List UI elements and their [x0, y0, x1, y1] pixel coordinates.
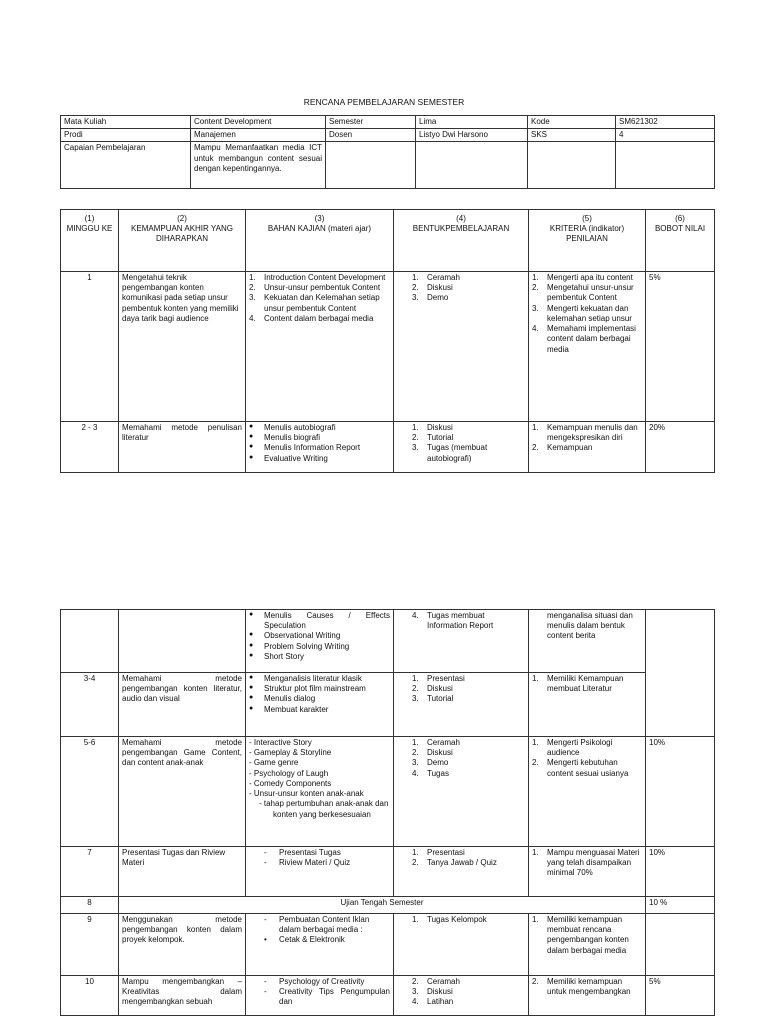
table-row [61, 673, 715, 737]
list-item: - Creativity Tips Pengumpulan dan [264, 987, 390, 1007]
list-item: 3. Tugas (membuat autobiografi) [412, 443, 488, 463]
list-item: - Comedy Components [249, 778, 332, 788]
list-item: 2. Kemampuan [532, 443, 593, 453]
table-row [61, 847, 715, 897]
kemampuan-cell: Menggunakan metode pengembangan konten dalam proyek kelompok. [119, 914, 246, 976]
header-cell: (1) MINGGU KE [61, 210, 119, 272]
list-item: 1. Mengerti apa itu content [532, 273, 633, 282]
list-item: ● Struktur plot film mainstream [249, 684, 366, 694]
kriteria-cell [529, 737, 646, 847]
list-item: - Presentasi Tugas [264, 848, 341, 857]
week-cell: 10 [61, 976, 119, 1016]
list-item: 4. Memahami implementasi content dalam berbagai media [532, 324, 636, 354]
bentuk-cell [394, 976, 529, 1016]
list-item: - Pembuatan Content Iklan dalam berbagai media : [264, 915, 370, 935]
bobot-cell: 10% [646, 847, 715, 897]
table-row [61, 897, 715, 914]
bahan-cell [246, 673, 394, 737]
list-item: 4. Latihan [412, 997, 454, 1007]
header-cell: (4) BENTUKPEMBELAJARAN [394, 210, 529, 272]
info-cell: Manajemen [191, 129, 326, 142]
bahan-cell [246, 272, 394, 422]
week-cell: 9 [61, 914, 119, 976]
table-row [61, 422, 715, 473]
list-item: ● Menulis biografi [249, 433, 321, 443]
info-cell: Kode [528, 116, 616, 129]
list-item: 1. Mampu menguasai Materi yang telah disampaikan minimal 70% [532, 848, 640, 878]
rps-table-continued [60, 609, 715, 1016]
list-item: 1. Kemampuan menulis dan mengekspresikan diri [532, 423, 638, 443]
kriteria-cell [529, 422, 646, 473]
info-row [61, 116, 715, 129]
kemampuan-cell: Mengetahui teknik pengembangan konten komunikasi pada setiap unsur pembentuk konten yang memiliki daya tarik bagi audience [119, 272, 246, 422]
header-row [61, 210, 715, 272]
info-cell: Listyo Dwi Harsono [416, 129, 528, 142]
list-item: - Game genre [249, 758, 299, 768]
bentuk-cell [394, 847, 529, 897]
kriteria-cell [529, 976, 646, 1016]
info-row [61, 129, 715, 142]
list-item: 1. Introduction Content Development [249, 273, 386, 282]
list-item: - Psychology of Laugh [249, 768, 329, 778]
info-cell: Semester [326, 116, 416, 129]
table-row [61, 737, 715, 847]
list-item: 3. Demo [412, 293, 449, 303]
info-cell: Capaian Pembelajaran [61, 142, 191, 189]
info-row [61, 142, 715, 189]
info-cell: SM621302 [616, 116, 715, 129]
list-item: ● Short Story [249, 651, 305, 661]
bentuk-cell [394, 610, 529, 673]
table-row [61, 976, 715, 1016]
bobot-cell: 5% [646, 272, 715, 422]
list-item: ● Menulis autobiografi [249, 423, 336, 432]
list-item: ● Problem Solving Writing [249, 641, 350, 651]
list-item: - tahap pertumbuhan anak-anak dan konten yang berkesesuaian [259, 799, 389, 819]
list-item: ● Menganalisis literatur klasik [249, 674, 362, 683]
table-row [61, 610, 715, 673]
list-item: 2. Diskusi [412, 283, 453, 293]
list-item: - Unsur-unsur konten anak-anak [249, 789, 364, 799]
list-item: 2. Mengetahui unsur-unsur pembentuk Content [532, 283, 634, 303]
list-item: 1. Ceramah [412, 738, 460, 747]
list-item: - Psychology of Creativity [264, 977, 365, 986]
info-cell: Lima [416, 116, 528, 129]
info-cell: SKS [528, 129, 616, 142]
table-row [61, 914, 715, 976]
list-item: 2. Memiliki kemampuan untuk mengembangkan [532, 977, 631, 997]
list-item: 3. Mengerti kekuatan dan kelemahan setiap unsur [532, 303, 632, 323]
list-item: 1. Presentasi [412, 848, 465, 857]
bahan-cell [246, 914, 394, 976]
week-cell: 2 - 3 [61, 422, 119, 473]
kemampuan-cell: Memahami metode penulisan literatur [119, 422, 246, 473]
list-item: ● Membuat karakter [249, 704, 329, 714]
list-item: 1. Presentasi [412, 674, 465, 683]
bobot-cell: 5% [646, 976, 715, 1016]
header-cell: (5) KRITERIA (indikator) PENILAIAN [529, 210, 646, 272]
list-item: 3. Kekuatan dan Kelemahan setiap unsur pembentuk Content [249, 293, 380, 313]
info-cell: Prodi [61, 129, 191, 142]
bentuk-cell [394, 914, 529, 976]
bahan-cell [246, 737, 394, 847]
bentuk-cell [394, 737, 529, 847]
list-item: 2. Diskusi [412, 748, 453, 758]
list-item: 1. Memiliki Kemampuan membuat Literatur [532, 674, 624, 694]
list-item: 4. Tugas [412, 768, 449, 778]
list-item: 3. Demo [412, 758, 449, 768]
list-item: 2. Ceramah [412, 977, 460, 986]
list-item: 2. Tutorial [412, 433, 454, 443]
list-item: 2. Tanya Jawab / Quiz [412, 858, 497, 868]
week-cell: 1 [61, 272, 119, 422]
info-cell: Dosen [326, 129, 416, 142]
list-item: ● Menulis dialog [249, 694, 316, 704]
info-cell: Content Development [191, 116, 326, 129]
list-item: 1. Ceramah [412, 273, 460, 282]
list-item: 2. Diskusi [412, 684, 453, 694]
kriteria-cell [529, 673, 646, 737]
kriteria-cell [529, 272, 646, 422]
list-item: 1. Diskusi [412, 423, 453, 432]
list-item: ● Menulis Information Report [249, 443, 361, 453]
header-cell: (6) BOBOT NILAI [646, 210, 715, 272]
kriteria-cell: menganalisa situasi dan menulis dalam bentuk content berita [529, 610, 646, 673]
table-row [61, 272, 715, 422]
rps-table [60, 209, 715, 473]
list-item: 1. Mengerti Psikologi audience [532, 738, 613, 758]
week-cell: 5-6 [61, 737, 119, 847]
list-item: 3. Tutorial [412, 694, 454, 704]
kriteria-cell [529, 914, 646, 976]
list-item: - Gameplay & Storyline [249, 748, 332, 758]
list-item: ● Evaluative Writing [249, 453, 328, 463]
kemampuan-cell: Memahami metode pengembangan konten literatur, audio dan visual [119, 673, 246, 737]
bahan-cell [246, 976, 394, 1016]
bahan-cell [246, 610, 394, 673]
bahan-cell [246, 847, 394, 897]
kemampuan-cell: Presentasi Tugas dan Riview Materi [119, 847, 246, 897]
header-cell: (2) KEMAMPUAN AKHIR YANG DIHARAPKAN [119, 210, 246, 272]
kemampuan-cell: Memahami metode pengembangan Game Content, dan content anak-anak [119, 737, 246, 847]
info-cell: 4 [616, 129, 715, 142]
list-item: • Cetak & Elektronik [264, 935, 345, 945]
week-cell: 3-4 [61, 673, 119, 737]
bentuk-cell [394, 272, 529, 422]
list-item: 4. Content dalam berbagai media [249, 313, 374, 323]
week-cell: 8 [61, 897, 119, 914]
list-item: 3. Diskusi [412, 987, 453, 997]
list-item: ● Menulis Causes / Effects Speculation [249, 611, 390, 631]
uts-cell: Ujian Tengah Semester [119, 897, 646, 914]
list-item: 1. Memiliki kemampuan membuat rencana pengembangan konten dalam berbagai media [532, 915, 629, 955]
list-item: ● Observational Writing [249, 631, 341, 641]
bentuk-cell [394, 422, 529, 473]
info-cell: Mata Kuliah [61, 116, 191, 129]
list-item: 1. Tugas Kelompok [412, 915, 487, 924]
bobot-cell: 10% [646, 737, 715, 847]
capaian-cell: Mampu Memanfaatkan media ICT untuk membangun content sesuai dengan kepentingannya. [191, 142, 326, 189]
list-item: 2. Unsur-unsur pembentuk Content [249, 283, 381, 293]
course-info-table [60, 115, 715, 189]
week-cell: 7 [61, 847, 119, 897]
kriteria-cell [529, 847, 646, 897]
kemampuan-cell: Mampu mengembangkan – Kreativitas dalam mengembangkan sebuah [119, 976, 246, 1016]
bobot-cell: 20% [646, 422, 715, 473]
page-title: RENCANA PEMBELAJARAN SEMESTER [303, 97, 465, 107]
list-item: 2. Mengerti kebutuhan content sesuai usianya [532, 758, 629, 778]
list-item: - Interactive Story [249, 738, 312, 747]
bobot-cell: 10 % [646, 897, 715, 914]
bentuk-cell [394, 673, 529, 737]
list-item: - Riview Materi / Quiz [264, 858, 351, 868]
list-item: 4. Tugas membuat Information Report [412, 611, 494, 631]
header-cell: (3) BAHAN KAJIAN (materi ajar) [246, 210, 394, 272]
bahan-cell [246, 422, 394, 473]
